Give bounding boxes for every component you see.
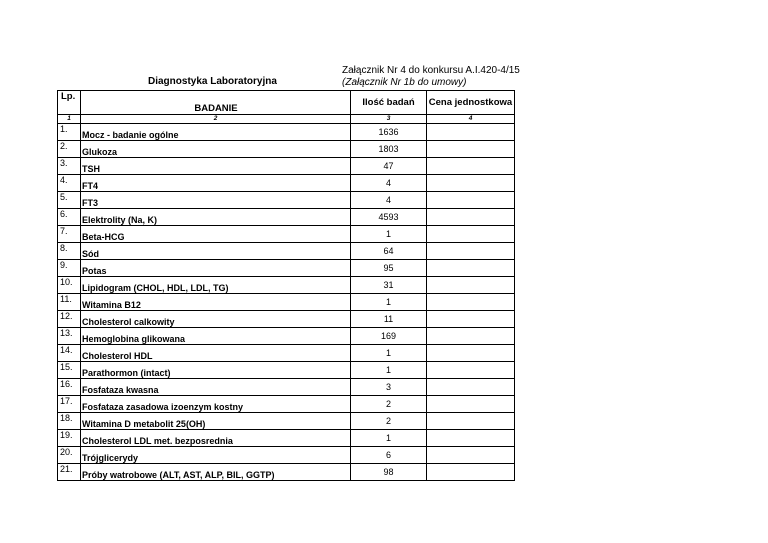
row-number: 10. bbox=[58, 277, 81, 294]
table-row bbox=[58, 413, 515, 430]
unit-price-cell bbox=[427, 226, 515, 243]
row-number: 14. bbox=[58, 345, 81, 362]
test-quantity: 98 bbox=[351, 464, 427, 481]
test-quantity: 4593 bbox=[351, 209, 427, 226]
test-quantity: 1803 bbox=[351, 141, 427, 158]
row-number: 18. bbox=[58, 413, 81, 430]
test-name: Cholesterol HDL bbox=[81, 345, 351, 362]
test-quantity: 47 bbox=[351, 158, 427, 175]
row-number: 4. bbox=[58, 175, 81, 192]
test-quantity: 64 bbox=[351, 243, 427, 260]
table-row bbox=[58, 158, 515, 175]
header-badanie: BADANIE bbox=[81, 91, 351, 115]
unit-price-cell bbox=[427, 124, 515, 141]
row-number: 11. bbox=[58, 294, 81, 311]
test-quantity: 11 bbox=[351, 311, 427, 328]
unit-price-cell bbox=[427, 209, 515, 226]
row-number: 16. bbox=[58, 379, 81, 396]
test-name: Próby watrobowe (ALT, AST, ALP, BIL, GGTP) bbox=[81, 464, 351, 481]
row-number: 20. bbox=[58, 447, 81, 464]
test-name: Lipidogram (CHOL, HDL, LDL, TG) bbox=[81, 277, 351, 294]
test-name: Sód bbox=[81, 243, 351, 260]
unit-price-cell bbox=[427, 396, 515, 413]
unit-price-cell bbox=[427, 277, 515, 294]
test-name: Cholesterol calkowity bbox=[81, 311, 351, 328]
test-quantity: 1 bbox=[351, 226, 427, 243]
unit-price-cell bbox=[427, 328, 515, 345]
table-row bbox=[58, 192, 515, 209]
table-row bbox=[58, 209, 515, 226]
table-row bbox=[58, 328, 515, 345]
test-quantity: 169 bbox=[351, 328, 427, 345]
test-name: Beta-HCG bbox=[81, 226, 351, 243]
column-number-4: 4 bbox=[427, 115, 515, 124]
header-cena: Cena jednostkowa bbox=[427, 91, 515, 115]
table-row bbox=[58, 464, 515, 481]
row-number: 5. bbox=[58, 192, 81, 209]
test-name: Witamina B12 bbox=[81, 294, 351, 311]
table-row bbox=[58, 311, 515, 328]
row-number: 13. bbox=[58, 328, 81, 345]
header-ilosc: Ilość badań bbox=[351, 91, 427, 115]
column-number-2: 2 bbox=[81, 115, 351, 124]
table-row bbox=[58, 175, 515, 192]
table-row bbox=[58, 260, 515, 277]
test-quantity: 3 bbox=[351, 379, 427, 396]
row-number: 15. bbox=[58, 362, 81, 379]
table-row bbox=[58, 226, 515, 243]
row-number: 19. bbox=[58, 430, 81, 447]
unit-price-cell bbox=[427, 464, 515, 481]
unit-price-cell bbox=[427, 175, 515, 192]
test-name: Mocz - badanie ogólne bbox=[81, 124, 351, 141]
test-quantity: 1 bbox=[351, 294, 427, 311]
unit-price-cell bbox=[427, 260, 515, 277]
row-number: 8. bbox=[58, 243, 81, 260]
test-quantity: 1 bbox=[351, 345, 427, 362]
table-row bbox=[58, 141, 515, 158]
test-quantity: 95 bbox=[351, 260, 427, 277]
test-quantity: 6 bbox=[351, 447, 427, 464]
document-title: Diagnostyka Laboratoryjna bbox=[148, 76, 277, 87]
test-name: Fosfataza kwasna bbox=[81, 379, 351, 396]
test-quantity: 1 bbox=[351, 430, 427, 447]
test-quantity: 1 bbox=[351, 362, 427, 379]
row-number: 9. bbox=[58, 260, 81, 277]
column-number-row bbox=[58, 115, 515, 124]
test-name: Parathormon (intact) bbox=[81, 362, 351, 379]
unit-price-cell bbox=[427, 379, 515, 396]
unit-price-cell bbox=[427, 430, 515, 447]
unit-price-cell bbox=[427, 345, 515, 362]
table-row bbox=[58, 345, 515, 362]
test-name: Glukoza bbox=[81, 141, 351, 158]
unit-price-cell bbox=[427, 447, 515, 464]
row-number: 1. bbox=[58, 124, 81, 141]
test-quantity: 4 bbox=[351, 192, 427, 209]
table-row bbox=[58, 362, 515, 379]
table-row bbox=[58, 396, 515, 413]
test-name: Trójglicerydy bbox=[81, 447, 351, 464]
table-row bbox=[58, 124, 515, 141]
row-number: 2. bbox=[58, 141, 81, 158]
test-quantity: 31 bbox=[351, 277, 427, 294]
test-name: TSH bbox=[81, 158, 351, 175]
unit-price-cell bbox=[427, 413, 515, 430]
column-number-1: 1 bbox=[58, 115, 81, 124]
row-number: 3. bbox=[58, 158, 81, 175]
header-lp: Lp. bbox=[58, 91, 81, 115]
row-number: 7. bbox=[58, 226, 81, 243]
test-name: Witamina D metabolit 25(OH) bbox=[81, 413, 351, 430]
annex-note bbox=[342, 65, 520, 89]
test-name: Hemoglobina glikowana bbox=[81, 328, 351, 345]
test-name: Fosfataza zasadowa izoenzym kostny bbox=[81, 396, 351, 413]
test-quantity: 1636 bbox=[351, 124, 427, 141]
annex-line-2: (Załącznik Nr 1b do umowy) bbox=[342, 77, 467, 88]
test-quantity: 2 bbox=[351, 413, 427, 430]
unit-price-cell bbox=[427, 362, 515, 379]
test-name: Elektrolity (Na, K) bbox=[81, 209, 351, 226]
lab-tests-table bbox=[57, 90, 515, 481]
row-number: 21. bbox=[58, 464, 81, 481]
test-name: Cholesterol LDL met. bezposrednia bbox=[81, 430, 351, 447]
unit-price-cell bbox=[427, 158, 515, 175]
table-row bbox=[58, 277, 515, 294]
annex-line-1: Załącznik Nr 4 do konkursu A.I.420-4/15 bbox=[342, 65, 520, 76]
table-row bbox=[58, 379, 515, 396]
table-row bbox=[58, 294, 515, 311]
unit-price-cell bbox=[427, 141, 515, 158]
unit-price-cell bbox=[427, 192, 515, 209]
unit-price-cell bbox=[427, 311, 515, 328]
table-row bbox=[58, 243, 515, 260]
test-name: Potas bbox=[81, 260, 351, 277]
table-row bbox=[58, 447, 515, 464]
test-quantity: 4 bbox=[351, 175, 427, 192]
test-name: FT3 bbox=[81, 192, 351, 209]
table-row bbox=[58, 430, 515, 447]
unit-price-cell bbox=[427, 294, 515, 311]
unit-price-cell bbox=[427, 243, 515, 260]
table-header-row bbox=[58, 91, 515, 115]
column-number-3: 3 bbox=[351, 115, 427, 124]
test-name: FT4 bbox=[81, 175, 351, 192]
test-quantity: 2 bbox=[351, 396, 427, 413]
row-number: 6. bbox=[58, 209, 81, 226]
row-number: 17. bbox=[58, 396, 81, 413]
row-number: 12. bbox=[58, 311, 81, 328]
